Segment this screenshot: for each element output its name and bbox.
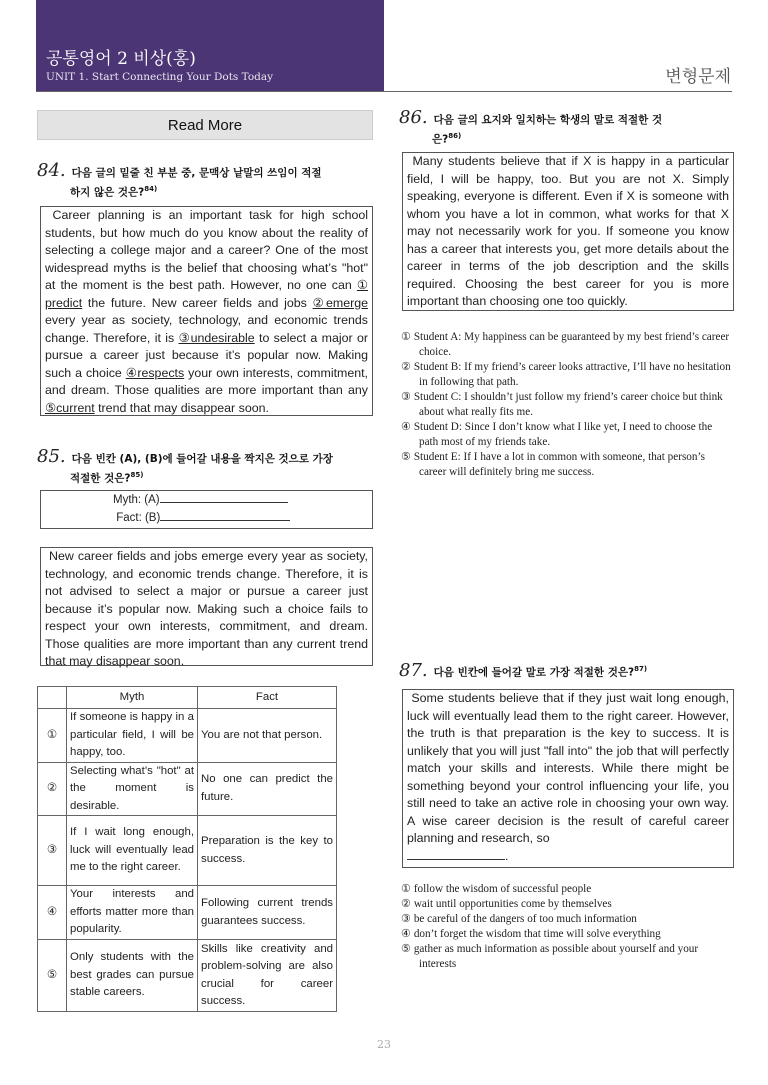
table-row	[38, 940, 337, 1012]
read-more-banner: Read More	[37, 110, 373, 140]
column-header-myth: Myth	[67, 687, 198, 709]
myth-cell: If I wait long enough, luck will eventually lead me to the right career.	[67, 816, 198, 886]
page-number: 23	[377, 1038, 391, 1051]
textbook-title: 공통영어 2 비상(홍)	[46, 49, 196, 69]
answer-option[interactable]: ⑤ gather as much information as possible about yourself and your interests	[401, 943, 699, 970]
underlined-word-3: ③undesirable	[178, 330, 255, 345]
table-row	[38, 709, 337, 763]
myth-fact-table	[37, 686, 337, 1012]
myth-cell: Selecting what’s "hot" at the moment is desirable.	[67, 762, 198, 816]
myth-cell: If someone is happy in a particular field, I will be happy, too.	[67, 709, 198, 763]
blank-a	[160, 502, 288, 503]
underlined-word-5: ⑤current	[45, 400, 95, 415]
answer-option[interactable]: ② Student B: If my friend’s career looks attractive, I’ll have no hesitation in following that path.	[401, 361, 731, 388]
question-86-prompt: 86. 다음 글의 요지와 일치하는 학생의 말로 적절한 것 은?$^{86)}$	[399, 107, 663, 146]
blank-b	[160, 520, 290, 521]
fact-cell: You are not that person.	[198, 709, 337, 763]
underlined-word-2: ②emerge	[312, 295, 368, 310]
answer-option[interactable]: ④ don’t forget the wisdom that time will solve everything	[401, 928, 661, 940]
table-row	[38, 886, 337, 940]
underlined-word-1: ① predict	[45, 278, 368, 310]
choice-number: ②	[38, 762, 67, 816]
question-84-passage: Career planning is an important task for high school students, but how much do you know about the reality of selecting a college major and a career? One of the most widespread myths is the belief that choosing what’s "hot" at the moment is the best path. However, no one can ① predict the future. New career fields and jobs ②emerge every year as society, technology, and economic trends change. Therefore, it is ③undesirable to select a major or pursue a career just because it’s popular now. Making such a choice ④respects your own interests, commitment, and dream. Those qualities are more important than any ⑤current trend that may disappear soon.	[40, 206, 373, 416]
fact-cell: No one can predict the future.	[198, 762, 337, 816]
answer-option[interactable]: ③ Student C: I shouldn’t just follow my friend’s career choice but think about what really fits me.	[401, 391, 723, 418]
header-divider	[36, 91, 732, 92]
question-85-passage: New career fields and jobs emerge every year as society, technology, and economic trends change. Therefore, it is not advised to select a major or pursue a career just because it’s popular now. Making such a choice fails to respect your own interests, commitment, and dream. Those qualities are more important than any current trend that may disappear soon.	[40, 547, 373, 666]
unit-subtitle: UNIT 1. Start Connecting Your Dots Today	[46, 71, 274, 83]
answer-option[interactable]: ① follow the wisdom of successful people	[401, 883, 592, 895]
answer-option[interactable]: ① Student A: My happiness can be guaranteed by my best friend’s career choice.	[401, 331, 730, 358]
answer-blank	[407, 859, 505, 860]
fact-cell: Preparation is the key to success.	[198, 816, 337, 886]
question-86-passage: Many students believe that if X is happy in a particular field, I will be happy, too. But you are not X. Simply speaking, everyone is different. Even if X is someone with whom you have a lot in common, what works for that X may not necessarily work for you. If someone you know has a career that interests you, get more details about the career in terms of the job description and the skills required. Choosing the best career for you is more important than choosing one too quickly.	[402, 152, 734, 311]
table-row	[38, 816, 337, 886]
question-87-prompt: 87. 다음 빈칸에 들어갈 말로 가장 적절한 것은?$^{87)}$	[399, 659, 648, 681]
section-label: 변형문제	[665, 67, 731, 87]
question-87-passage: Some students believe that if they just wait long enough, luck will eventually lead them to the right career. However, the truth is that preparation is the key to success. It is unlikely that you will just "fall into" the job that will perfectly match your skills and interests. While there might be something beyond your control influencing your life, you still need to take an active role in choosing your own way. A wise career decision is the result of careful career planning and research, so .	[402, 689, 734, 868]
question-85-prompt: 85. 다음 빈칸 (A), (B)에 들어갈 내용을 짝지은 것으로 가장 적절한 것은?$^{85)}$	[37, 446, 333, 485]
answer-option[interactable]: ⑤ Student E: If I have a lot in common with someone, that person’s career will definitely bring me success.	[401, 451, 705, 478]
choice-number: ④	[38, 886, 67, 940]
myth-fact-box: Myth: (A) Fact: (B)	[40, 490, 373, 529]
column-header-fact: Fact	[198, 687, 337, 709]
question-87-options	[401, 882, 734, 972]
question-86-options	[401, 330, 734, 480]
question-number: 87.	[399, 659, 428, 681]
question-number: 85.	[37, 446, 66, 467]
myth-cell: Only students with the best grades can pursue stable careers.	[67, 940, 198, 1012]
myth-cell: Your interests and efforts matter more than popularity.	[67, 886, 198, 940]
table-row	[38, 762, 337, 816]
answer-option[interactable]: ④ Student D: Since I don’t know what I like yet, I need to choose the path most of my friends take.	[401, 421, 713, 448]
answer-option[interactable]: ③ be careful of the dangers of too much information	[401, 913, 637, 925]
question-number: 84.	[37, 160, 66, 181]
fact-cell: Following current trends guarantees success.	[198, 886, 337, 940]
choice-number: ⑤	[38, 940, 67, 1012]
question-84-prompt: 84. 다음 글의 밑줄 친 부분 중, 문맥상 낱말의 쓰임이 적절 하지 않은 것은?$^{84)}$	[37, 160, 322, 199]
fact-cell: Skills like creativity and problem-solving are also crucial for career success.	[198, 940, 337, 1012]
question-number: 86.	[399, 107, 428, 128]
choice-number: ①	[38, 709, 67, 763]
choice-number: ③	[38, 816, 67, 886]
answer-option[interactable]: ② wait until opportunities come by themselves	[401, 898, 612, 910]
underlined-word-4: ④respects	[125, 365, 185, 380]
